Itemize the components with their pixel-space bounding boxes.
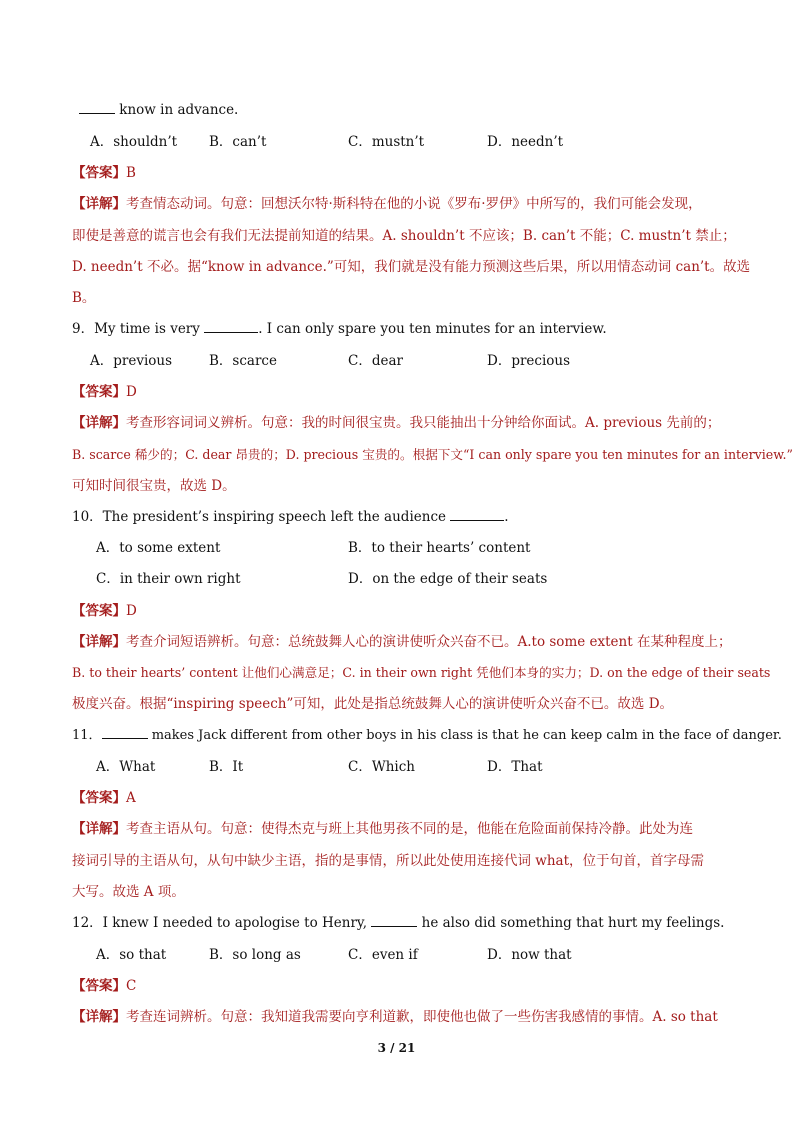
q12-option-b: B．so long as xyxy=(209,947,301,963)
q8-stem: know in advance. xyxy=(79,100,238,120)
q11-detail-line-1: 【详解】考查主语从句。句意：使得杰克与班上其他男孩不同的是，他能在危险面前保持冷静。此处为连 xyxy=(72,821,693,837)
answer-blank xyxy=(450,508,504,521)
q9-answer: 【答案】D xyxy=(72,384,137,400)
page-number: 3 / 21 xyxy=(377,1041,416,1055)
q9-option-d: D．precious xyxy=(487,353,571,369)
q10-option-c: C．in their own right xyxy=(96,571,241,587)
answer-blank xyxy=(204,320,258,333)
q10-detail-line-3: 极度兴奋。根据“inspiring speech”可知，此处是指总统鼓舞人心的演讲使听众兴奋不已。故选 D。 xyxy=(72,696,674,712)
q9-option-b: B．scarce xyxy=(209,353,277,369)
q11-option-d: D．That xyxy=(487,759,543,775)
answer-blank xyxy=(102,726,148,739)
q12-stem: 12．I knew I needed to apologise to Henry, he also did something that hurt my feelings. xyxy=(72,915,725,931)
q11-detail-line-3: 大写。故选 A 项。 xyxy=(72,884,185,900)
q12-option-c: C．even if xyxy=(348,947,418,963)
answer-blank xyxy=(79,101,115,114)
q10-option-b: B．to their hearts’ content xyxy=(348,540,531,556)
q10-detail-line-2: B. to their hearts’ content 让他们心满意足；C. in their own right 凭他们本身的实力；D. on the edge of their seats xyxy=(72,665,771,680)
q8-answer: 【答案】B xyxy=(72,165,136,181)
q12-detail-line-1: 【详解】考查连词辨析。句意：我知道我需要向亨利道歉，即使他也做了一些伤害我感情的事情。A. so that xyxy=(72,1009,718,1025)
q11-answer: 【答案】A xyxy=(72,790,136,806)
q9-detail-line-3: 可知时间很宝贵，故选 D。 xyxy=(72,478,236,494)
q8-detail-line-4: B。 xyxy=(72,290,96,306)
q8-detail-line-3: D. needn’t 不必。据“know in advance.”可知，我们就是没有能力预测这些后果，所以用情态动词 can’t。故选 xyxy=(72,259,751,275)
q10-option-d: D．on the edge of their seats xyxy=(348,571,548,587)
q9-detail-line-1: 【详解】考查形容词词义辨析。句意：我的时间很宝贵。我只能抽出十分钟给你面试。A. previous 先前的； xyxy=(72,415,721,431)
q10-stem: 10．The president’s inspiring speech left the audience . xyxy=(72,509,509,525)
q12-answer: 【答案】C xyxy=(72,978,137,994)
q8-option-b: B．can’t xyxy=(209,134,267,150)
q10-answer: 【答案】D xyxy=(72,603,137,619)
q10-option-a: A．to some extent xyxy=(96,540,221,556)
q12-option-a: A．so that xyxy=(96,947,167,963)
q11-detail-line-2: 接词引导的主语从句，从句中缺少主语，指的是事情，所以此处使用连接代词 what，位于句首，首字母需 xyxy=(72,853,705,869)
q8-detail-line-2: 即使是善意的谎言也会有我们无法提前知道的结果。A. shouldn’t 不应该；B. can’t 不能；C. mustn’t 禁止； xyxy=(72,228,736,244)
q11-option-c: C．Which xyxy=(348,759,415,775)
q8-option-d: D．needn’t xyxy=(487,134,564,150)
q9-stem: 9．My time is very . I can only spare you ten minutes for an interview. xyxy=(72,321,607,337)
q11-option-a: A．What xyxy=(96,759,156,775)
q8-option-a: A．shouldn’t xyxy=(90,134,178,150)
q12-option-d: D．now that xyxy=(487,947,572,963)
q8-detail-line-1: 【详解】考查情态动词。句意：回想沃尔特·斯科特在他的小说《罗布·罗伊》中所写的，我们可能会发现， xyxy=(72,196,702,212)
q8-option-c: C．mustn’t xyxy=(348,134,425,150)
q10-detail-line-1: 【详解】考查介词短语辨析。句意：总统鼓舞人心的演讲使听众兴奋不已。A.to some extent 在某种程度上； xyxy=(72,634,732,650)
answer-blank xyxy=(371,914,417,927)
q9-option-a: A．previous xyxy=(90,353,173,369)
q9-detail-line-2: B. scarce 稀少的；C. dear 昂贵的；D. precious 宝贵的。根据下文“I can only spare you ten minutes for an interview.” xyxy=(72,447,793,462)
q11-stem: 11． makes Jack different from other boys in his class is that he can keep calm in the face of danger. xyxy=(72,728,782,743)
q11-option-b: B．It xyxy=(209,759,244,775)
q9-option-c: C．dear xyxy=(348,353,403,369)
